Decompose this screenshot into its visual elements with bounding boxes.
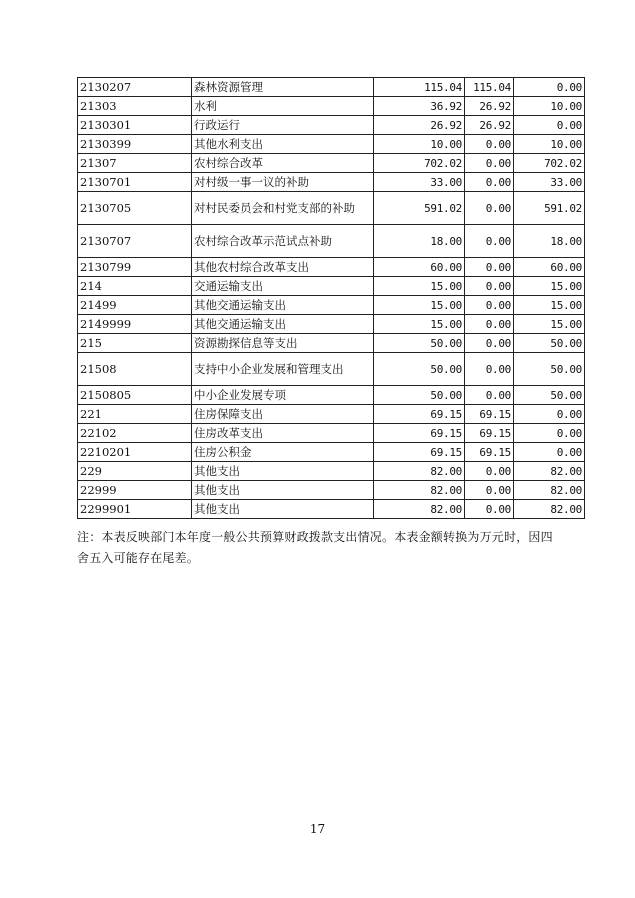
account-name-cell: 支持中小企业发展和管理支出	[192, 353, 374, 386]
table-row	[78, 386, 585, 405]
basic-expenditure-cell: 0.00	[465, 135, 514, 154]
account-name-cell: 森林资源管理	[192, 78, 374, 97]
account-name-cell: 其他支出	[192, 462, 374, 481]
project-expenditure-cell: 18.00	[514, 225, 585, 258]
basic-expenditure-cell: 26.92	[465, 97, 514, 116]
project-expenditure-cell: 82.00	[514, 481, 585, 500]
total-amount-cell: 82.00	[374, 481, 465, 500]
project-expenditure-cell: 82.00	[514, 500, 585, 519]
table-row	[78, 500, 585, 519]
project-expenditure-cell: 0.00	[514, 116, 585, 135]
total-amount-cell: 26.92	[374, 116, 465, 135]
account-code-cell: 2130701	[78, 173, 192, 192]
table-row	[78, 78, 585, 97]
table-row	[78, 154, 585, 173]
account-code-cell: 2130301	[78, 116, 192, 135]
total-amount-cell: 33.00	[374, 173, 465, 192]
total-amount-cell: 591.02	[374, 192, 465, 225]
table-footnote: 注：本表反映部门本年度一般公共预算财政拨款支出情况。本表金额转换为万元时，因四舍五入可能存在尾差。	[77, 530, 553, 565]
account-code-cell: 2150805	[78, 386, 192, 405]
table-row	[78, 315, 585, 334]
basic-expenditure-cell: 0.00	[465, 277, 514, 296]
total-amount-cell: 69.15	[374, 443, 465, 462]
account-name-cell: 其他水利支出	[192, 135, 374, 154]
project-expenditure-cell: 0.00	[514, 405, 585, 424]
basic-expenditure-cell: 69.15	[465, 443, 514, 462]
total-amount-cell: 10.00	[374, 135, 465, 154]
table-row	[78, 192, 585, 225]
account-code-cell: 215	[78, 334, 192, 353]
account-name-cell: 农村综合改革	[192, 154, 374, 173]
account-code-cell: 21303	[78, 97, 192, 116]
account-code-cell: 2210201	[78, 443, 192, 462]
total-amount-cell: 36.92	[374, 97, 465, 116]
basic-expenditure-cell: 0.00	[465, 296, 514, 315]
project-expenditure-cell: 10.00	[514, 97, 585, 116]
table-body	[78, 78, 585, 519]
total-amount-cell: 69.15	[374, 405, 465, 424]
account-name-cell: 行政运行	[192, 116, 374, 135]
total-amount-cell: 702.02	[374, 154, 465, 173]
project-expenditure-cell: 60.00	[514, 258, 585, 277]
basic-expenditure-cell: 0.00	[465, 386, 514, 405]
project-expenditure-cell: 15.00	[514, 277, 585, 296]
page-number: 17	[309, 822, 326, 836]
table-row	[78, 334, 585, 353]
project-expenditure-cell: 33.00	[514, 173, 585, 192]
total-amount-cell: 50.00	[374, 386, 465, 405]
table-row	[78, 135, 585, 154]
total-amount-cell: 69.15	[374, 424, 465, 443]
project-expenditure-cell: 50.00	[514, 334, 585, 353]
account-code-cell: 2130705	[78, 192, 192, 225]
basic-expenditure-cell: 0.00	[465, 225, 514, 258]
account-name-cell: 对村民委员会和村党支部的补助	[192, 192, 374, 225]
account-code-cell: 21499	[78, 296, 192, 315]
basic-expenditure-cell: 0.00	[465, 481, 514, 500]
table-row	[78, 424, 585, 443]
account-name-cell: 水利	[192, 97, 374, 116]
total-amount-cell: 50.00	[374, 353, 465, 386]
table-row	[78, 405, 585, 424]
project-expenditure-cell: 50.00	[514, 386, 585, 405]
total-amount-cell: 115.04	[374, 78, 465, 97]
basic-expenditure-cell: 26.92	[465, 116, 514, 135]
project-expenditure-cell: 50.00	[514, 353, 585, 386]
table-row	[78, 462, 585, 481]
account-code-cell: 2130799	[78, 258, 192, 277]
total-amount-cell: 15.00	[374, 277, 465, 296]
account-name-cell: 其他农村综合改革支出	[192, 258, 374, 277]
account-name-cell: 资源勘探信息等支出	[192, 334, 374, 353]
account-code-cell: 2149999	[78, 315, 192, 334]
project-expenditure-cell: 702.02	[514, 154, 585, 173]
table-row	[78, 353, 585, 386]
table-row	[78, 443, 585, 462]
account-name-cell: 其他支出	[192, 481, 374, 500]
table-row	[78, 97, 585, 116]
table-row	[78, 277, 585, 296]
account-name-cell: 中小企业发展专项	[192, 386, 374, 405]
total-amount-cell: 50.00	[374, 334, 465, 353]
table-row	[78, 296, 585, 315]
project-expenditure-cell: 15.00	[514, 296, 585, 315]
table-row	[78, 225, 585, 258]
basic-expenditure-cell: 69.15	[465, 424, 514, 443]
account-code-cell: 229	[78, 462, 192, 481]
basic-expenditure-cell: 0.00	[465, 353, 514, 386]
basic-expenditure-cell: 0.00	[465, 192, 514, 225]
table-row	[78, 116, 585, 135]
project-expenditure-cell: 0.00	[514, 424, 585, 443]
account-code-cell: 22102	[78, 424, 192, 443]
project-expenditure-cell: 591.02	[514, 192, 585, 225]
account-code-cell: 221	[78, 405, 192, 424]
table-row	[78, 173, 585, 192]
basic-expenditure-cell: 69.15	[465, 405, 514, 424]
account-name-cell: 其他支出	[192, 500, 374, 519]
basic-expenditure-cell: 0.00	[465, 315, 514, 334]
project-expenditure-cell: 0.00	[514, 78, 585, 97]
account-name-cell: 其他交通运输支出	[192, 315, 374, 334]
project-expenditure-cell: 10.00	[514, 135, 585, 154]
basic-expenditure-cell: 0.00	[465, 500, 514, 519]
account-name-cell: 其他交通运输支出	[192, 296, 374, 315]
table-row	[78, 481, 585, 500]
account-code-cell: 2299901	[78, 500, 192, 519]
project-expenditure-cell: 82.00	[514, 462, 585, 481]
basic-expenditure-cell: 0.00	[465, 334, 514, 353]
basic-expenditure-cell: 0.00	[465, 154, 514, 173]
account-name-cell: 住房改革支出	[192, 424, 374, 443]
account-code-cell: 21307	[78, 154, 192, 173]
basic-expenditure-cell: 0.00	[465, 173, 514, 192]
account-code-cell: 22999	[78, 481, 192, 500]
total-amount-cell: 60.00	[374, 258, 465, 277]
account-code-cell: 214	[78, 277, 192, 296]
account-code-cell: 2130707	[78, 225, 192, 258]
table-row	[78, 258, 585, 277]
total-amount-cell: 82.00	[374, 462, 465, 481]
account-code-cell: 21508	[78, 353, 192, 386]
account-name-cell: 对村级一事一议的补助	[192, 173, 374, 192]
total-amount-cell: 82.00	[374, 500, 465, 519]
project-expenditure-cell: 0.00	[514, 443, 585, 462]
budget-expenditure-table	[77, 77, 585, 519]
account-code-cell: 2130207	[78, 78, 192, 97]
account-name-cell: 住房保障支出	[192, 405, 374, 424]
total-amount-cell: 18.00	[374, 225, 465, 258]
account-name-cell: 农村综合改革示范试点补助	[192, 225, 374, 258]
account-code-cell: 2130399	[78, 135, 192, 154]
total-amount-cell: 15.00	[374, 315, 465, 334]
project-expenditure-cell: 15.00	[514, 315, 585, 334]
account-name-cell: 交通运输支出	[192, 277, 374, 296]
account-name-cell: 住房公积金	[192, 443, 374, 462]
basic-expenditure-cell: 115.04	[465, 78, 514, 97]
basic-expenditure-cell: 0.00	[465, 462, 514, 481]
basic-expenditure-cell: 0.00	[465, 258, 514, 277]
total-amount-cell: 15.00	[374, 296, 465, 315]
